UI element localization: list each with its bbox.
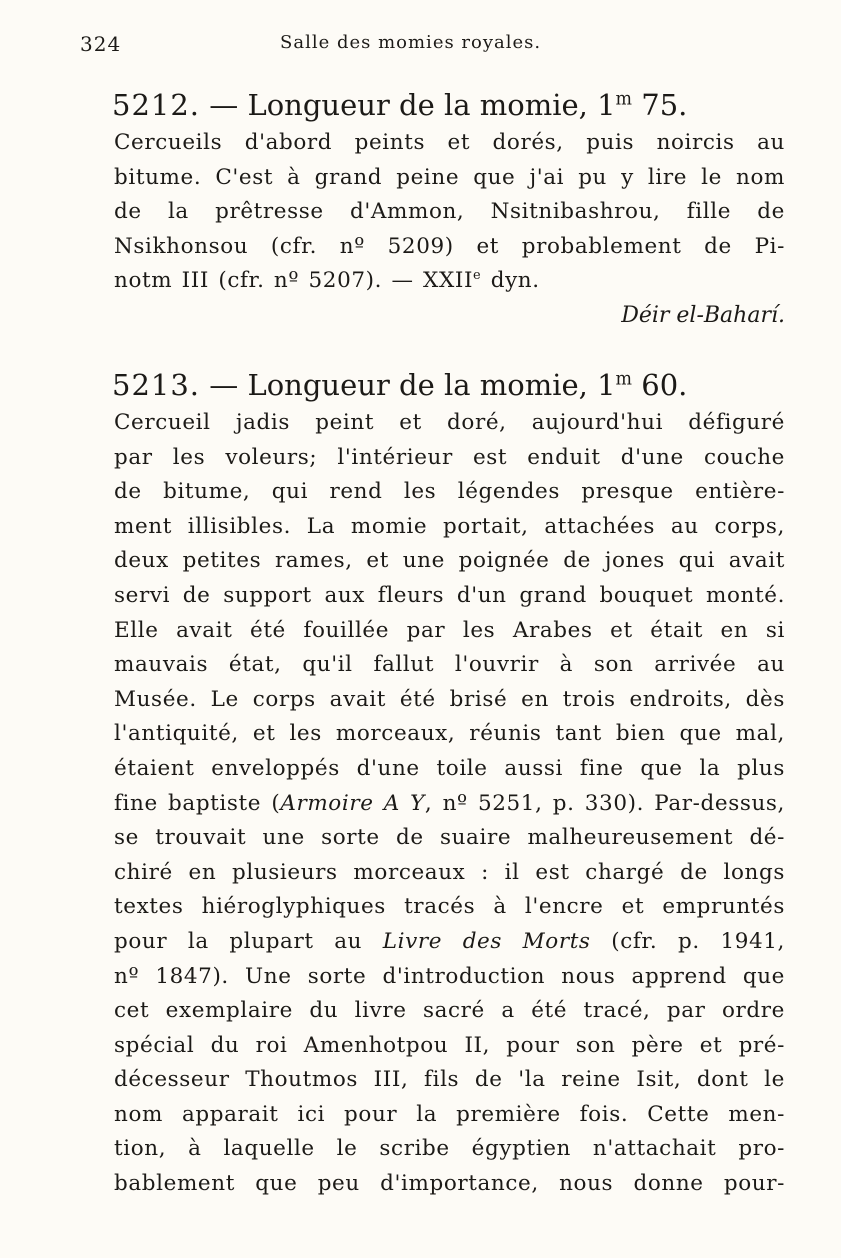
text-line-post: , nº 5251, p. 330). Par-dessus, (424, 790, 785, 816)
page-number: 324 (80, 32, 122, 56)
text-line (80, 787, 785, 822)
heading-text: Longueur de la momie, 1 (247, 88, 616, 122)
text-line: chiré en plusieurs morceaux : il est chargé de longs (114, 859, 785, 885)
heading-unit: m (615, 369, 633, 390)
text-line: cet exemplaire du livre sacré a été tracé, par ordre (114, 998, 785, 1024)
text-line: textes hiéroglyphiques tracés à l'encre et empruntés (114, 894, 785, 920)
text-line: deux petites rames, et une poignée de jones qui avait (114, 548, 785, 574)
entry-heading (112, 366, 785, 404)
heading-text: Longueur de la momie, 1 (247, 368, 616, 402)
text-line-tail: dyn. (481, 268, 540, 294)
text-line: Musée. Le corps avait été brisé en trois endroits, dès (114, 686, 785, 712)
text-line (80, 925, 785, 960)
text-line: tion, à laquelle le scribe égyptien n'attachait pro- (114, 1136, 785, 1162)
text-line: étaient enveloppés d'une toile aussi fine que la plus (114, 755, 785, 781)
italic-book-title: Livre des Morts (382, 928, 591, 954)
entry-description (80, 406, 785, 1202)
heading-dash: — (209, 368, 239, 402)
running-title: Salle des momies royales. (280, 32, 542, 53)
text-line: spécial du roi Amenhotpou II, pour son père et pré- (114, 1032, 785, 1058)
text-line-pre: pour la plupart au (114, 928, 383, 954)
text-line: bitume. C'est à grand peine que j'ai pu y lire le nom (114, 164, 785, 190)
text-line (80, 264, 785, 299)
text-line: Cercueil jadis peint et doré, aujourd'hui défiguré (114, 410, 785, 435)
text-line: décesseur Thoutmos III, fils de 'la reine Isit, dont le (114, 1067, 785, 1093)
text-line: bablement que peu d'importance, nous donne pour- (114, 1171, 785, 1197)
text-line: se trouvait une sorte de suaire malheureusement dé- (114, 825, 785, 851)
text-line: Nsikhonsou (cfr. nº 5209) et probablement de Pi- (114, 233, 785, 259)
text-line: de bitume, qui rend les légendes presque entière- (114, 479, 785, 505)
heading-tail: 60. (632, 368, 688, 402)
dynasty-sup: e (473, 268, 482, 284)
entry-description (80, 126, 785, 299)
text-line: mauvais état, qu'il fallut l'ouvrir à son arrivée au (114, 652, 785, 678)
entry-number: 5212. (112, 88, 201, 122)
heading-tail: 75. (632, 88, 688, 122)
running-head (80, 28, 785, 64)
text-line: nom apparait ici pour la première fois. Cette men- (114, 1101, 785, 1127)
text-line: Elle avait été fouillée par les Arabes et était en si (114, 617, 785, 643)
italic-reference: Armoire A Y (280, 790, 425, 816)
heading-dash: — (209, 88, 239, 122)
entry-heading (112, 86, 785, 124)
text-line: servi de support aux fleurs d'un grand bouquet monté. (114, 582, 785, 608)
text-line: l'antiquité, et les morceaux, réunis tant bien que mal, (114, 721, 785, 747)
text-line: par les voleurs; l'intérieur est enduit d'une couche (114, 444, 785, 470)
text-line: ment illisibles. La momie portait, attachées au corps, (114, 513, 785, 539)
entry-number: 5213. (112, 368, 201, 402)
provenance: Déir el-Baharí. (621, 302, 785, 328)
text-line: de la prêtresse d'Ammon, Nsitnibashrou, fille de (114, 199, 785, 225)
text-line-pre: fine baptiste ( (114, 790, 281, 816)
text-line: nº 1847). Une sorte d'introduction nous apprend que (114, 963, 785, 989)
catalog-entry-5212 (80, 86, 785, 333)
heading-unit: m (615, 89, 633, 110)
text-line-main: notm III (cfr. nº 5207). — XXII (114, 268, 474, 294)
catalog-entry-5213 (80, 366, 785, 1202)
text-line-post: (cfr. p. 1941, (590, 928, 785, 954)
text-line: Cercueils d'abord peints et dorés, puis noircis au (114, 130, 785, 155)
